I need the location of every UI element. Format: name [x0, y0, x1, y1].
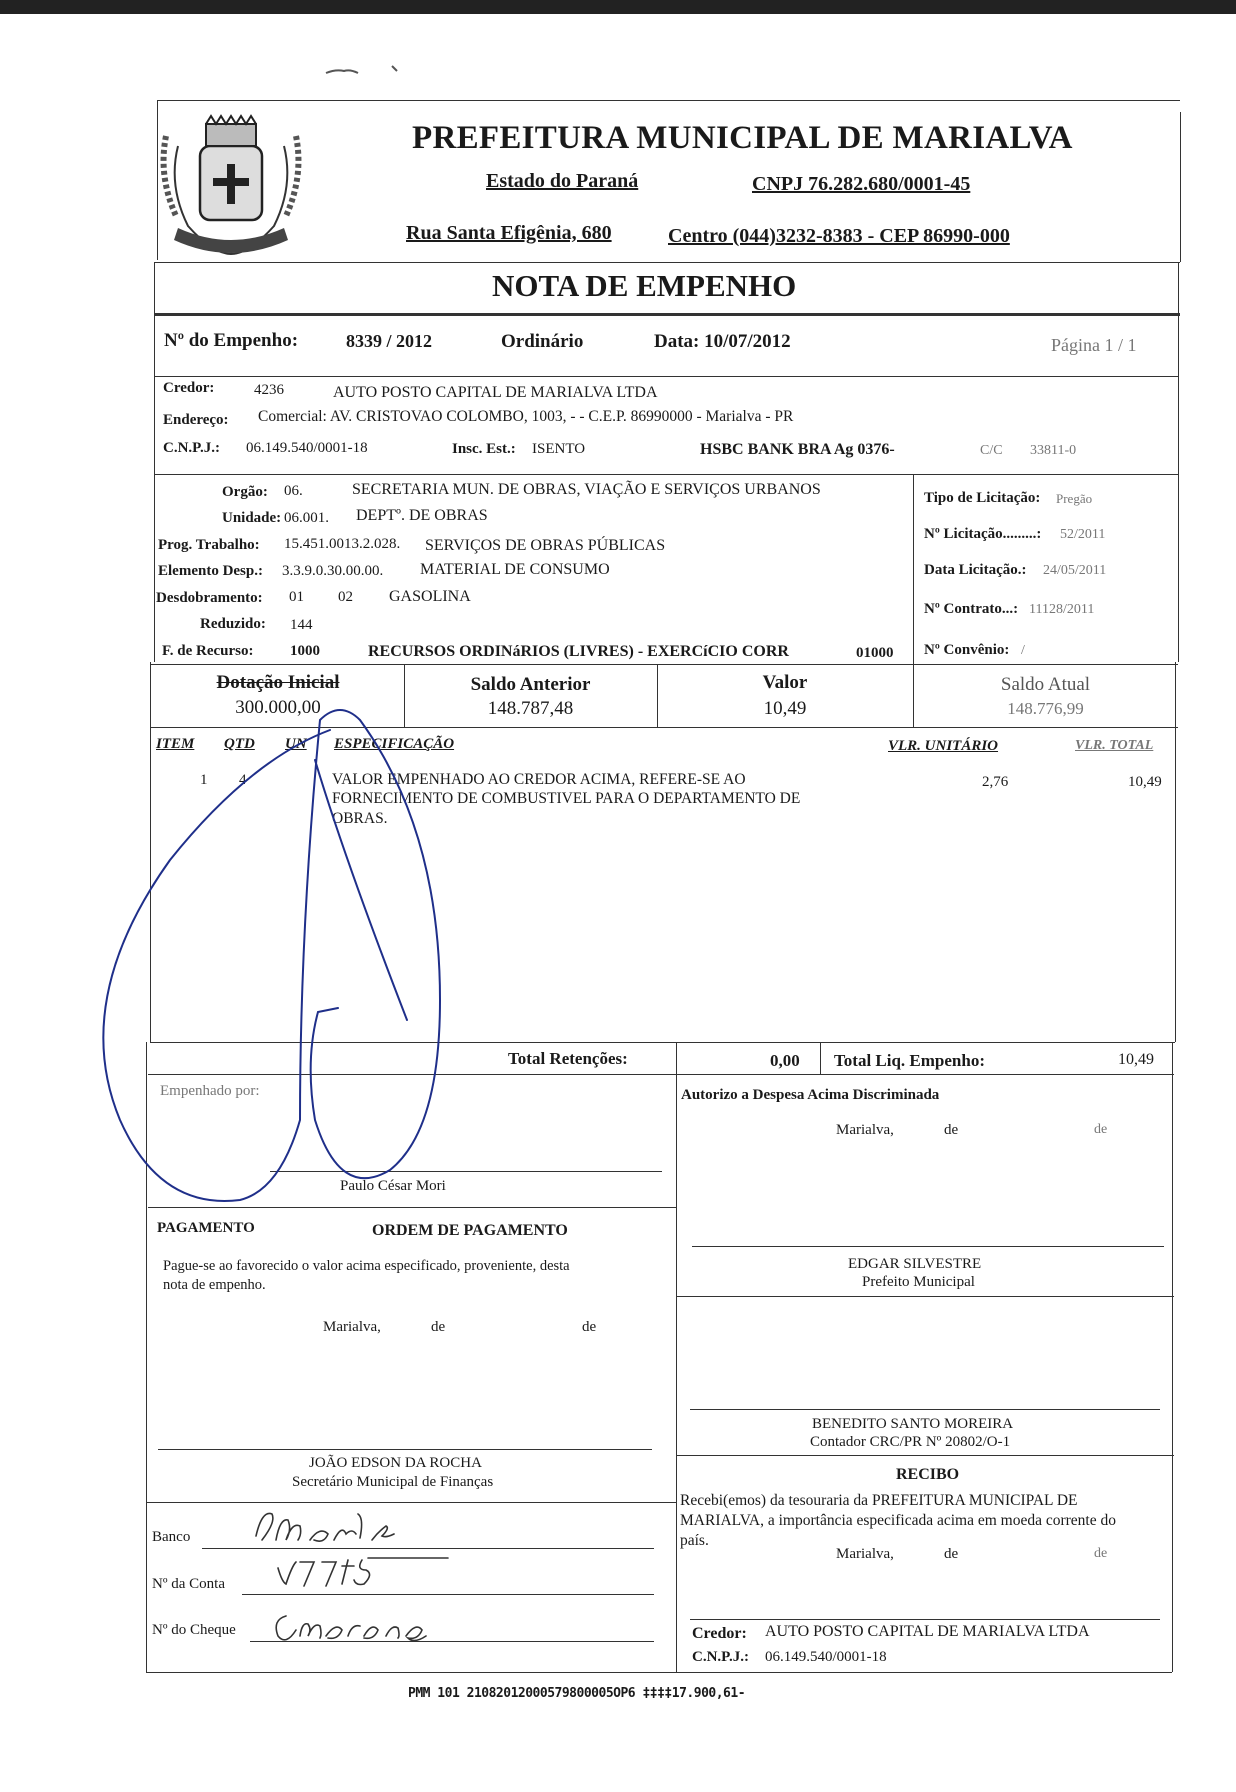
recurso-label: F. de Recurso:: [162, 643, 254, 659]
recibo-text-line1: Recebi(emos) da tesouraria da PREFEITURA MUNICIPAL DE: [680, 1492, 1078, 1509]
divider: [676, 1296, 1174, 1297]
recibo-de2: de: [1094, 1546, 1108, 1561]
contrato-label: Nº Contrato...:: [924, 601, 1019, 617]
signature-line: [690, 1619, 1160, 1620]
item-number: 1: [200, 772, 208, 788]
empenho-number-label: Nº do Empenho:: [164, 330, 299, 351]
recibo-cnpj: 06.149.540/0001-18: [765, 1649, 887, 1665]
col-un: UN: [285, 736, 307, 752]
licitacao-type-label: Tipo de Licitação:: [924, 490, 1041, 506]
divider: [150, 664, 1178, 665]
col-vlr-unitario: VLR. UNITÁRIO: [888, 738, 999, 754]
org-cnpj: CNPJ 76.282.680/0001-45: [752, 173, 971, 195]
desdobramento-name: GASOLINA: [389, 588, 471, 605]
frame-line: [154, 262, 155, 662]
recibo-credor-label: Credor:: [692, 1625, 747, 1642]
recurso-number: 01000: [856, 645, 894, 661]
empenho-date: Data: 10/07/2012: [654, 331, 791, 352]
orgao-label: Orgão:: [222, 484, 268, 500]
empenhado-name: Paulo César Mori: [340, 1178, 446, 1194]
frame-line: [1178, 262, 1179, 662]
convenio-number: /: [1021, 643, 1025, 658]
divider: [155, 474, 1178, 475]
retencoes-value: 0,00: [770, 1051, 800, 1070]
item-unit-price: 2,76: [982, 774, 1009, 790]
licitacao-type: Pregão: [1056, 491, 1093, 506]
unidade-code: 06.001.: [284, 510, 329, 526]
autorizo-local: Marialva,: [836, 1122, 894, 1138]
item-desc-line3: OBRAS.: [332, 810, 388, 827]
banco-line: [202, 1548, 654, 1549]
scan-top-edge: [0, 0, 1236, 14]
divider: [148, 1074, 1174, 1075]
pagamento-text-line2: nota de empenho.: [163, 1277, 266, 1293]
creditor-code: 4236: [254, 382, 284, 398]
org-address: Rua Santa Efigênia, 680: [406, 222, 612, 244]
signature-line: [158, 1449, 652, 1450]
secretario-name: JOÃO EDSON DA ROCHA: [309, 1455, 482, 1471]
cheque-label: Nº do Cheque: [152, 1622, 236, 1638]
prog-label: Prog. Trabalho:: [158, 537, 260, 553]
divider: [155, 262, 1180, 263]
creditor-cnpj: 06.149.540/0001-18: [246, 440, 368, 456]
liquido-label: Total Liq. Empenho:: [834, 1051, 985, 1070]
conta-line: [242, 1594, 654, 1595]
orgao-name: SECRETARIA MUN. DE OBRAS, VIAÇÃO E SERVIÇOS URBANOS: [352, 481, 821, 498]
pagamento-de2: de: [582, 1319, 597, 1335]
licitacao-date-label: Data Licitação.:: [924, 562, 1027, 578]
prog-name: SERVIÇOS DE OBRAS PÚBLICAS: [425, 537, 666, 554]
pagamento-de1: de: [431, 1319, 446, 1335]
divider: [155, 376, 1178, 377]
signature-line: [270, 1171, 662, 1172]
org-contact: Centro (044)3232-8383 - CEP 86990-000: [668, 225, 1010, 247]
pagamento-label: PAGAMENTO: [157, 1220, 255, 1236]
divider: [150, 727, 1178, 728]
col-qtd: QTD: [224, 736, 255, 752]
item-desc-line1: VALOR EMPENHADO AO CREDOR ACIMA, REFERE-SE AO: [332, 771, 746, 788]
liquido-value: 10,49: [1118, 1051, 1154, 1068]
footer-code: PMM 101 21082012000579800005OP6 ‡‡‡‡17.900,61-: [408, 1686, 746, 1701]
item-qtd: 4: [239, 772, 247, 788]
desdobramento-b: 02: [338, 589, 353, 605]
frame-line: [150, 662, 151, 1042]
creditor-label: Credor:: [163, 380, 215, 396]
coat-of-arms-logo: [158, 106, 304, 258]
scan-mark: [326, 66, 397, 73]
page-number: Página 1 / 1: [1051, 335, 1137, 355]
empenho-type: Ordinário: [501, 331, 584, 352]
recibo-title: RECIBO: [896, 1466, 960, 1483]
frame-line: [146, 1672, 1172, 1673]
valor-value: 10,49: [763, 698, 807, 719]
elemento-code: 3.3.9.0.30.00.00.: [282, 563, 384, 579]
divider: [913, 474, 914, 664]
frame-line: [1172, 1042, 1173, 1672]
ordem-pagamento-title: ORDEM DE PAGAMENTO: [372, 1222, 568, 1239]
insc-value: ISENTO: [532, 441, 586, 457]
divider: [146, 1502, 676, 1503]
conta-handwriting: [278, 1558, 448, 1586]
col-item: ITEM: [156, 736, 195, 752]
prefeito-name: EDGAR SILVESTRE: [848, 1256, 982, 1272]
frame-line: [157, 100, 1180, 101]
doc-title: NOTA DE EMPENHO: [492, 268, 797, 303]
divider: [676, 1455, 1174, 1456]
creditor-address: Comercial: AV. CRISTOVAO COLOMBO, 1003, - - C.E.P. 86990000 - Marialva - PR: [258, 408, 794, 425]
recibo-de1: de: [944, 1546, 959, 1562]
unidade-label: Unidade:: [222, 510, 282, 526]
empenhado-label: Empenhado por:: [160, 1083, 260, 1099]
secretario-role: Secretário Municipal de Finanças: [292, 1474, 494, 1490]
unidade-name: DEPTº. DE OBRAS: [356, 507, 488, 524]
banco-handwriting: [256, 1513, 394, 1541]
desdobramento-a: 01: [289, 589, 304, 605]
address-label: Endereço:: [163, 412, 229, 428]
org-title: PREFEITURA MUNICIPAL DE MARIALVA: [412, 120, 1073, 156]
cheque-handwriting: [276, 1616, 426, 1641]
prog-code: 15.451.0013.2.028.: [284, 536, 401, 552]
frame-line: [157, 100, 158, 260]
licitacao-number-label: Nº Licitação.........:: [924, 526, 1042, 542]
contador-name: BENEDITO SANTO MOREIRA: [812, 1416, 1014, 1432]
divider: [148, 1207, 676, 1208]
creditor-bank: HSBC BANK BRA Ag 0376-: [700, 441, 895, 458]
elemento-name: MATERIAL DE CONSUMO: [420, 561, 610, 578]
signature-line: [690, 1409, 1160, 1410]
divider: [150, 1042, 1175, 1043]
elemento-label: Elemento Desp.:: [158, 563, 263, 579]
autorizo-de2: de: [1094, 1122, 1108, 1137]
col-vlr-total: VLR. TOTAL: [1075, 738, 1154, 753]
recibo-local: Marialva,: [836, 1546, 894, 1562]
licitacao-date: 24/05/2011: [1043, 563, 1107, 578]
signature-line: [692, 1246, 1164, 1247]
recurso-name: RECURSOS ORDINáRIOS (LIVRES) - EXERCíCIO CORR: [368, 643, 789, 660]
banco-label: Banco: [152, 1529, 191, 1545]
frame-line: [146, 1042, 147, 1672]
cheque-line: [250, 1641, 654, 1642]
cc-label: C/C: [980, 443, 1003, 458]
col-especificacao: ESPECIFICAÇÃO: [334, 736, 455, 752]
licitacao-number: 52/2011: [1060, 527, 1106, 542]
divider: [820, 1042, 821, 1074]
state-label: Estado do Paraná: [486, 170, 639, 192]
convenio-label: Nº Convênio:: [924, 642, 1010, 658]
orgao-code: 06.: [284, 483, 303, 499]
contador-role: Contador CRC/PR Nº 20802/O-1: [810, 1434, 1011, 1450]
frame-line: [1180, 112, 1181, 262]
reduzido-value: 144: [290, 617, 313, 633]
creditor-name: AUTO POSTO CAPITAL DE MARIALVA LTDA: [333, 384, 658, 401]
divider: [676, 1042, 677, 1672]
pagamento-text-line1: Pague-se ao favorecido o valor acima especificado, proveniente, desta: [163, 1258, 570, 1274]
valor-label: Valor: [762, 672, 808, 693]
recibo-cnpj-label: C.N.P.J.:: [692, 1649, 749, 1665]
item-total: 10,49: [1128, 774, 1162, 790]
saldo-atual-value: 148.776,99: [1007, 699, 1084, 718]
recurso-code: 1000: [290, 643, 320, 659]
contrato-number: 11128/2011: [1029, 602, 1095, 617]
conta-label: Nº da Conta: [152, 1576, 225, 1592]
desdobramento-label: Desdobramento:: [156, 590, 263, 606]
autorizo-de1: de: [944, 1122, 959, 1138]
cc-value: 33811-0: [1030, 443, 1077, 458]
prefeito-role: Prefeito Municipal: [862, 1274, 975, 1290]
empenho-number: 8339 / 2012: [346, 331, 433, 351]
pagamento-local: Marialva,: [323, 1319, 381, 1335]
recibo-text-line3: país.: [680, 1532, 709, 1549]
creditor-cnpj-label: C.N.P.J.:: [163, 440, 220, 456]
dotacao-label: Dotação Inicial: [216, 672, 340, 693]
frame-line: [1175, 662, 1176, 1042]
item-desc-line2: FORNECIMENTO DE COMBUSTIVEL PARA O DEPARTAMENTO DE: [332, 790, 801, 807]
recibo-credor: AUTO POSTO CAPITAL DE MARIALVA LTDA: [765, 1623, 1090, 1640]
saldo-anterior-value: 148.787,48: [487, 698, 574, 719]
recibo-text-line2: MARIALVA, a importância especificada acima em moeda corrente do: [680, 1512, 1116, 1529]
divider: [155, 313, 1180, 316]
saldo-anterior-label: Saldo Anterior: [470, 674, 591, 695]
dotacao-value: 300.000,00: [235, 697, 321, 718]
autorizo-label: Autorizo a Despesa Acima Discriminada: [681, 1087, 940, 1103]
saldo-atual-label: Saldo Atual: [1000, 674, 1091, 695]
insc-label: Insc. Est.:: [452, 441, 516, 457]
retencoes-label: Total Retenções:: [508, 1049, 628, 1068]
reduzido-label: Reduzido:: [200, 616, 266, 632]
